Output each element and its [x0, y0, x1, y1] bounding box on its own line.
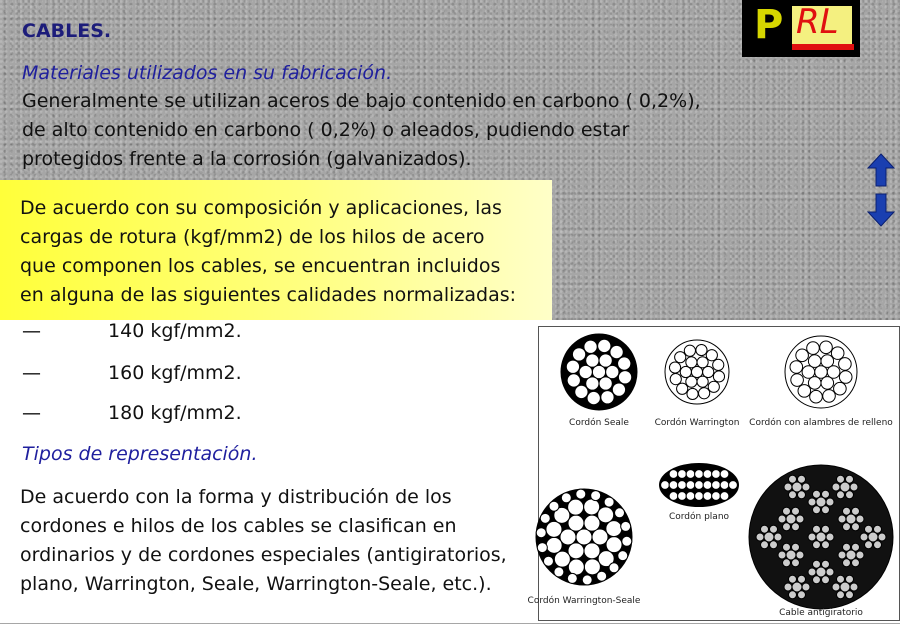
wire-circle [622, 536, 632, 546]
section2-text [20, 483, 507, 599]
wire-circle [566, 360, 579, 373]
wire-circle [576, 529, 592, 545]
wire-circle [756, 533, 764, 541]
wire-circle [821, 377, 834, 390]
wire-circle [601, 391, 614, 404]
wire-circle [586, 354, 599, 367]
wire-circle [798, 385, 811, 398]
wire-circle [834, 382, 847, 395]
wire-circle [874, 525, 882, 533]
wire-circle [822, 541, 830, 549]
section2-heading: Tipos de representación. [22, 443, 258, 465]
wire-circle [621, 521, 631, 531]
wire-circle [792, 543, 800, 551]
wire-circle [839, 358, 852, 371]
wire-circle [792, 559, 800, 567]
list-dash: — [22, 362, 41, 384]
wire-circle [697, 376, 708, 387]
wire-circle [568, 515, 584, 531]
wire-circle [584, 340, 597, 353]
section2-line: ordinarios y de cordones especiales (antigiratorios, [20, 544, 507, 566]
wire-circle [761, 525, 769, 533]
wire-circle [783, 559, 791, 567]
section1-line: de alto contenido en carbono ( 0,2%) o aleados, pudiendo estar [22, 119, 630, 141]
grade-item [22, 320, 242, 342]
wire-circle [790, 361, 803, 374]
wire-circle [568, 559, 584, 575]
wire-circle [837, 591, 845, 599]
wire-circle [610, 345, 623, 358]
wire-circle [554, 551, 570, 567]
wire-circle [832, 583, 840, 591]
wire-circle [839, 371, 852, 384]
wire-circle [697, 357, 708, 368]
wire-circle [584, 515, 600, 531]
cable-figure [527, 326, 900, 621]
wire-circle [878, 533, 886, 541]
wire-circle [549, 501, 559, 511]
wire-circle [606, 537, 622, 553]
caption-seale: Cordón Seale [569, 418, 629, 428]
wire-circle [536, 528, 546, 538]
wire-circle [843, 543, 851, 551]
logo-underline [792, 44, 854, 50]
wire-circle [796, 515, 804, 523]
wire-circle [821, 355, 834, 368]
wire-circle [677, 383, 688, 394]
wire-circle [598, 339, 611, 352]
wire-circle [843, 523, 851, 531]
wire-circle [856, 515, 864, 523]
wire-circle [713, 371, 724, 382]
prl-logo [742, 0, 860, 57]
highlight-line: en alguna de las siguientes calidades normalizadas: [20, 284, 517, 306]
wire-circle [675, 352, 686, 363]
wire-circle [783, 507, 791, 515]
wire-circle [826, 533, 834, 541]
wire-circle [850, 483, 858, 491]
wire-circle [720, 470, 729, 479]
wire-circle [813, 525, 821, 533]
section1-line: protegidos frente a la corrosión (galvanizados). [22, 148, 472, 170]
wire-circle [813, 576, 821, 584]
wire-circle [591, 491, 601, 501]
wire-circle [584, 499, 600, 515]
wire-circle [546, 537, 562, 553]
section2-line: plano, Warrington, Seale, Warrington-Seale, etc.). [20, 573, 492, 595]
arrow-up-icon[interactable] [866, 152, 896, 188]
wire-circle [846, 575, 854, 583]
wire-circle [669, 492, 678, 501]
wire-circle [808, 533, 816, 541]
wire-circle [831, 347, 844, 360]
wire-circle [826, 498, 834, 506]
wire-circle [784, 583, 792, 591]
wire-circle [606, 521, 622, 537]
wire-circle [604, 497, 614, 507]
wire-circle [703, 492, 712, 501]
wire-circle [669, 481, 678, 490]
wire-circle [599, 354, 612, 367]
wire-circle [813, 560, 821, 568]
wire-circle [670, 374, 681, 385]
wire-circle [789, 475, 797, 483]
grade-item [22, 402, 242, 424]
wire-circle [808, 568, 816, 576]
wire-circle [778, 515, 786, 523]
wire-circle [789, 575, 797, 583]
wire-circle [708, 381, 719, 392]
highlight-text [20, 194, 516, 310]
wire-circle [720, 481, 729, 490]
wire-circle [802, 483, 810, 491]
caption-antigiratorio: Cable antigiratorio [779, 608, 863, 618]
highlight-line: que componen los cables, se encuentran incluidos [20, 255, 501, 277]
wire-circle [713, 359, 724, 370]
wire-circle [852, 507, 860, 515]
wire-circle [669, 470, 678, 479]
wire-circle [695, 481, 704, 490]
wire-circle [813, 541, 821, 549]
wire-circle [575, 385, 588, 398]
wire-circle [838, 551, 846, 559]
wire-circle [865, 525, 873, 533]
wire-circle [712, 492, 721, 501]
highlight-line: De acuerdo con su composición y aplicaciones, las [20, 197, 502, 219]
wire-circle [798, 591, 806, 599]
strand-drawings [536, 334, 893, 609]
wire-circle [597, 571, 607, 581]
wire-circle [582, 575, 592, 585]
wire-circle [712, 470, 721, 479]
wire-circle [592, 529, 608, 545]
wire-circle [540, 513, 550, 523]
wire-circle [774, 533, 782, 541]
wire-circle [796, 551, 804, 559]
wire-circle [837, 575, 845, 583]
wire-circle [695, 492, 704, 501]
wire-circle [807, 342, 820, 355]
arrow-down-icon[interactable] [866, 192, 896, 228]
wire-circle [852, 559, 860, 567]
wire-circle [798, 491, 806, 499]
wire-circle [686, 470, 695, 479]
wire-circle [720, 492, 729, 501]
wire-circle [686, 357, 697, 368]
wire-circle [703, 481, 712, 490]
wire-circle [850, 583, 858, 591]
wire-circle [846, 475, 854, 483]
wire-circle [846, 491, 854, 499]
wire-circle [832, 483, 840, 491]
cable-diagram [527, 327, 899, 620]
grade-value: 160 kgf/mm2. [108, 362, 242, 384]
wire-circle [783, 543, 791, 551]
wire-circle [792, 507, 800, 515]
wire-circle [686, 481, 695, 490]
logo-text: RL [796, 2, 839, 42]
wire-circle [791, 374, 804, 387]
wire-circle [770, 525, 778, 533]
wire-circle [599, 377, 612, 390]
wire-circle [686, 492, 695, 501]
wire-circle [798, 475, 806, 483]
wire-circle [837, 475, 845, 483]
wire-circle [784, 483, 792, 491]
wire-circle [783, 523, 791, 531]
wire-circle [618, 551, 628, 561]
wire-circle [587, 391, 600, 404]
wire-circle [560, 529, 576, 545]
wire-circle [846, 591, 854, 599]
wire-circle [618, 357, 631, 370]
wire-circle [696, 344, 707, 355]
wire-circle [802, 583, 810, 591]
wire-circle [860, 533, 868, 541]
wire-circle [838, 515, 846, 523]
wire-circle [543, 556, 553, 566]
wire-circle [712, 481, 721, 490]
wire-circle [706, 350, 717, 361]
wire-circle [822, 576, 830, 584]
wire-circle [695, 470, 704, 479]
wire-circle [789, 491, 797, 499]
wire-circle [843, 559, 851, 567]
wire-circle [798, 575, 806, 583]
wire-circle [537, 543, 547, 553]
highlight-line: cargas de rotura (kgf/mm2) de los hilos de acero [20, 226, 485, 248]
wire-circle [770, 541, 778, 549]
wire-circle [561, 493, 571, 503]
wire-circle [761, 541, 769, 549]
list-dash: — [22, 402, 41, 424]
wire-circle [567, 374, 580, 387]
wire-circle [810, 390, 823, 403]
section1-line: Generalmente se utilizan aceros de bajo contenido en carbono ( 0,2%), [22, 90, 701, 112]
wire-circle [837, 491, 845, 499]
wire-circle [778, 551, 786, 559]
wire-circle [822, 506, 830, 514]
grade-value: 180 kgf/mm2. [108, 402, 242, 424]
wire-circle [546, 521, 562, 537]
section2-line: De acuerdo con la forma y distribución de los [20, 486, 452, 508]
wire-circle [609, 563, 619, 573]
wire-circle [822, 560, 830, 568]
wire-circle [865, 541, 873, 549]
wire-circle [822, 490, 830, 498]
wire-circle [729, 481, 738, 490]
wire-circle [669, 362, 680, 373]
wire-circle [618, 371, 631, 384]
wire-circle [584, 543, 600, 559]
wire-circle [826, 568, 834, 576]
wire-circle [567, 573, 577, 583]
section2-line: cordones e hilos de los cables se clasifican en [20, 515, 457, 537]
wire-circle [843, 507, 851, 515]
wire-circle [612, 383, 625, 396]
wire-circle [684, 345, 695, 356]
page-title: CABLES. [22, 20, 112, 42]
wire-circle [568, 543, 584, 559]
logo-letter: P [754, 2, 784, 48]
wire-circle [576, 489, 586, 499]
wire-circle [852, 523, 860, 531]
wire-circle [874, 541, 882, 549]
wire-circle [678, 470, 687, 479]
wire-circle [678, 481, 687, 490]
wire-circle [813, 490, 821, 498]
wire-circle [823, 390, 836, 403]
wire-circle [661, 481, 670, 490]
wire-circle [808, 355, 821, 368]
caption-plano: Cordón plano [668, 512, 730, 522]
wire-circle [687, 388, 698, 399]
wire-circle [820, 341, 833, 354]
wire-circle [813, 506, 821, 514]
grade-value: 140 kgf/mm2. [108, 320, 242, 342]
wire-circle [789, 591, 797, 599]
wire-circle [699, 388, 710, 399]
wire-circle [852, 543, 860, 551]
wire-circle [678, 492, 687, 501]
wire-circle [822, 525, 830, 533]
wire-circle [572, 348, 585, 361]
wire-circle [554, 567, 564, 577]
wire-circle [856, 551, 864, 559]
section1-heading: Materiales utilizados en su fabricación. [22, 62, 393, 84]
section1-text [22, 87, 701, 174]
wire-circle [796, 349, 809, 362]
grade-item [22, 362, 242, 384]
list-dash: — [22, 320, 41, 342]
caption-relleno: Cordón con alambres de relleno [749, 418, 893, 428]
caption-warrington: Cordón Warrington [654, 418, 740, 428]
wire-circle [792, 523, 800, 531]
wire-circle [615, 508, 625, 518]
wire-circle [703, 470, 712, 479]
caption-warrington-seale: Cordón Warrington-Seale [527, 596, 641, 606]
wire-circle [598, 507, 614, 523]
wire-circle [808, 498, 816, 506]
